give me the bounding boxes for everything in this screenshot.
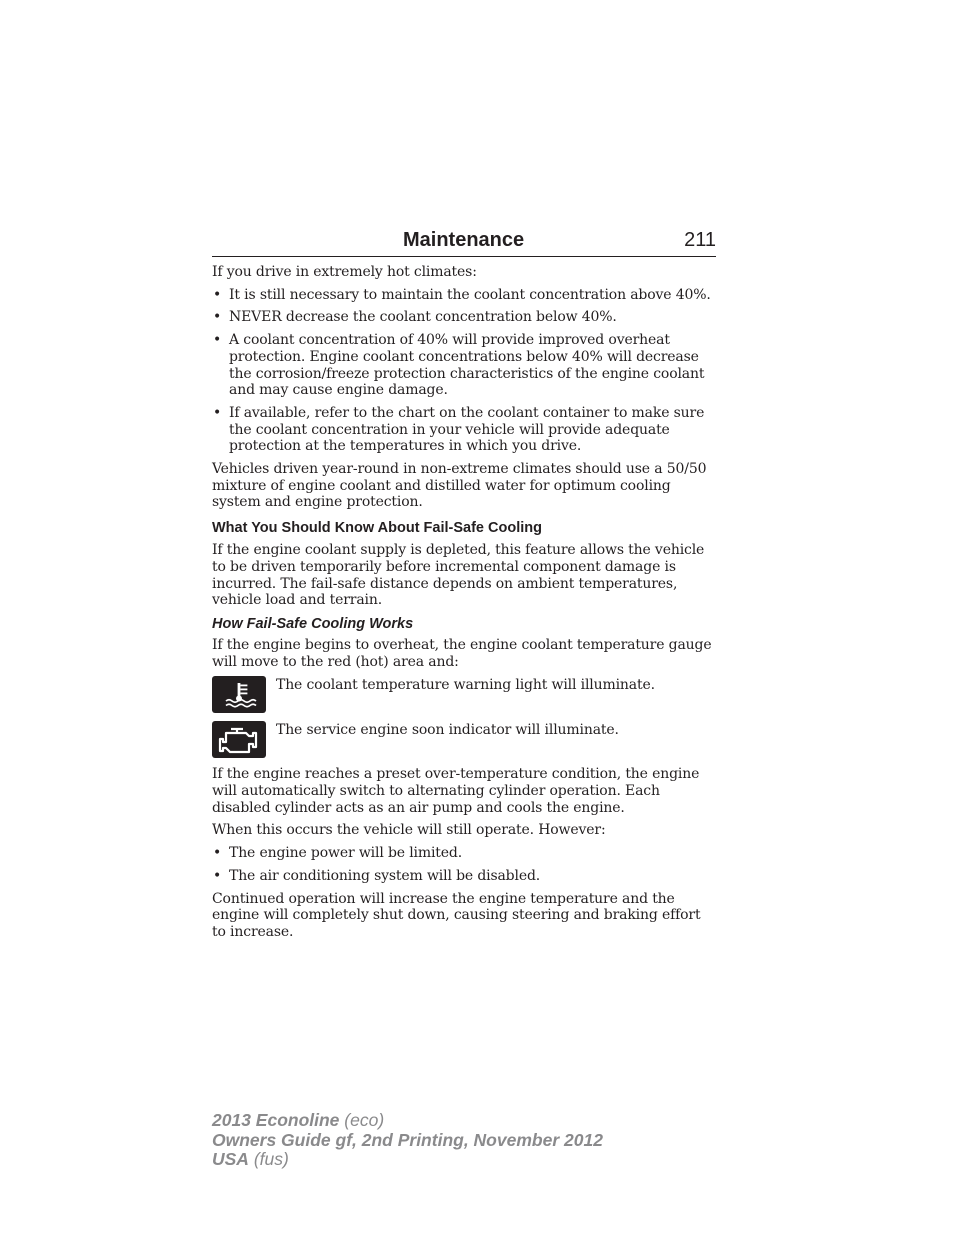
section-title: Maintenance (403, 229, 525, 251)
engine-indicator-row (212, 721, 716, 758)
overheat-paragraph: If the engine begins to overheat, the engine coolant temperature gauge will move to the red (hot) area and: (212, 636, 712, 670)
list-item-text: The engine power will be limited. (229, 845, 463, 862)
footer-market: USA (212, 1149, 249, 1169)
list-item-text: NEVER decrease the coolant concentration below 40%. (229, 309, 617, 326)
list-item (212, 405, 716, 455)
footer-model-code: (eco) (339, 1110, 385, 1130)
page-number: 211 (684, 229, 716, 251)
subsection-heading: How Fail-Safe Cooling Works (212, 615, 414, 632)
list-item (212, 332, 716, 399)
page-header (212, 228, 716, 257)
bullet-glyph: • (213, 404, 222, 421)
over-temp-paragraph: If the engine reaches a preset over-temperature condition, the engine will automatically switch to alternating cylinder operation. Each disabled cylinder acts as an air pump and cools the engine. (212, 766, 700, 816)
continued-paragraph: Continued operation will increase the engine temperature and the engine will completely shut down, causing steering and braking effort to increase. (212, 890, 701, 940)
footer-line-2 (212, 1131, 603, 1151)
coolant-indicator-row (212, 676, 716, 713)
coolant-indicator-text: The coolant temperature warning light will illuminate. (276, 677, 655, 694)
still-operate-paragraph: When this occurs the vehicle will still operate. However: (212, 822, 606, 839)
coolant-temperature-warning-icon (212, 676, 266, 713)
footer-line-3 (212, 1150, 603, 1170)
bullet-glyph: • (213, 332, 222, 349)
list-item (212, 287, 716, 304)
engine-indicator-text: The service engine soon indicator will illuminate. (276, 722, 619, 739)
list-item-text: It is still necessary to maintain the coolant concentration above 40%. (229, 286, 711, 303)
list-item (212, 868, 716, 885)
list-item-text: A coolant concentration of 40% will provide improved overheat protection. Engine coolant concentrations below 40% will decrease the corrosion/freeze protection characteristics of the engine coolant and may cause engine damage. (229, 332, 705, 399)
footer-line-1 (212, 1111, 603, 1131)
section-heading: What You Should Know About Fail-Safe Cooling (212, 520, 542, 537)
list-item (212, 309, 716, 326)
however-list (212, 845, 716, 884)
footer-model: 2013 Econoline (212, 1110, 340, 1130)
footer-printing: Owners Guide gf, 2nd Printing, November 2012 (212, 1129, 603, 1150)
footer-market-code: (fus) (248, 1149, 289, 1169)
hot-climate-list (212, 287, 716, 455)
list-item-text: If available, refer to the chart on the coolant container to make sure the coolant concentration in your vehicle will provide adequate protection at the temperatures in which you drive. (229, 404, 705, 455)
bullet-glyph: • (213, 845, 222, 862)
bullet-glyph: • (213, 309, 222, 326)
intro-paragraph: If you drive in extremely hot climates: (212, 264, 477, 280)
bullet-glyph: • (213, 867, 222, 884)
list-item (212, 845, 716, 862)
manual-page (212, 228, 716, 947)
section-paragraph: If the engine coolant supply is depleted, this feature allows the vehicle to be driven temporarily before incremental component damage is incurred. The fail-safe distance depends on ambient temperatures, vehicle load and terrain. (212, 542, 705, 609)
page-footer (212, 1111, 603, 1170)
list-item-text: The air conditioning system will be disabled. (229, 867, 541, 884)
bullet-glyph: • (213, 286, 222, 303)
year-round-paragraph: Vehicles driven year-round in non-extreme climates should use a 50/50 mixture of engine coolant and distilled water for optimum cooling system and engine protection. (212, 461, 707, 511)
service-engine-soon-icon (212, 721, 266, 758)
